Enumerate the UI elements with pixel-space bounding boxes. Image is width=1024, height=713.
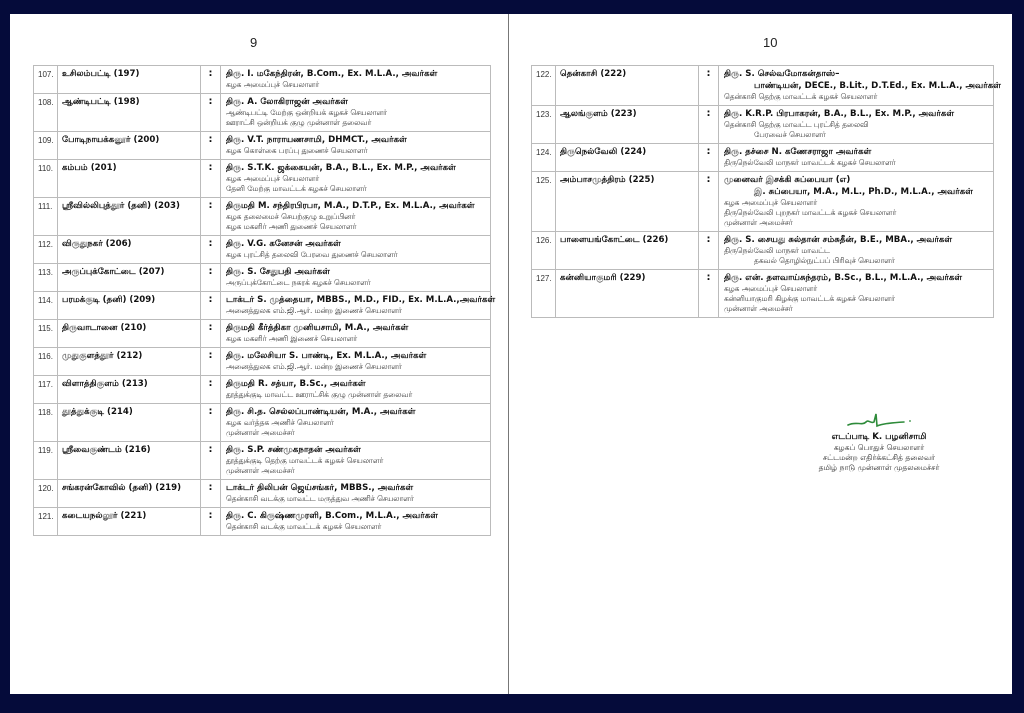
constituency-name: பாளையங்கோட்டை (226) bbox=[556, 232, 699, 270]
candidate-name: திருமதி R. சத்யா, B.Sc., அவர்கள் bbox=[226, 379, 366, 389]
constituency-name: திருநெல்வேலி (224) bbox=[556, 144, 699, 172]
constituency-name: கம்பம் (201) bbox=[58, 160, 201, 198]
serial-number: 108. bbox=[34, 94, 58, 132]
candidate-designation: முன்னாள் அமைச்சர் bbox=[226, 428, 295, 437]
signatory-title: தமிழ் நாடு முன்னாள் முதலமைச்சர் bbox=[818, 463, 940, 472]
table-row bbox=[34, 404, 491, 442]
candidate-name: திருமதி கீர்த்திகா முனியசாமி, M.A., அவர்கள் bbox=[226, 323, 409, 333]
constituency-name: முதுகுளத்தூர் (212) bbox=[58, 348, 201, 376]
separator-colon: : bbox=[201, 442, 221, 480]
constituency-name: பரமக்குடி (தனி) (209) bbox=[58, 292, 201, 320]
candidate-designation: கழக மகளிர் அணி துணைச் செயலாளர் bbox=[226, 222, 357, 231]
serial-number: 122. bbox=[532, 66, 556, 106]
candidate-info bbox=[221, 236, 491, 264]
separator-colon: : bbox=[201, 132, 221, 160]
serial-number: 110. bbox=[34, 160, 58, 198]
table-row bbox=[34, 376, 491, 404]
serial-number: 119. bbox=[34, 442, 58, 480]
separator-colon: : bbox=[699, 232, 719, 270]
constituency-name: ஆண்டிபட்டி (198) bbox=[58, 94, 201, 132]
candidate-name: திரு. S.T.K. ஜக்கையன், B.A., B.L., Ex. M.P., அவர்கள் bbox=[226, 163, 456, 173]
candidate-name: திரு. S. செல்வமோகன்தாஸ்– bbox=[724, 69, 840, 79]
candidate-designation: கழக அமைப்புச் செயலாளர் bbox=[226, 174, 320, 183]
candidate-designation: அருப்புக்கோட்டை நகரக் கழகச் செயலாளர் bbox=[226, 278, 371, 287]
candidate-designation: கழக அமைப்புச் செயலாளர் bbox=[724, 284, 818, 293]
serial-number: 121. bbox=[34, 508, 58, 536]
table-row bbox=[34, 320, 491, 348]
separator-colon: : bbox=[201, 236, 221, 264]
candidate-table bbox=[33, 65, 496, 536]
separator-colon: : bbox=[699, 144, 719, 172]
separator-colon: : bbox=[699, 66, 719, 106]
serial-number: 109. bbox=[34, 132, 58, 160]
candidate-designation: தென்காசி தெற்கு மாவட்டக் கழகச் செயலாளர் bbox=[724, 92, 878, 101]
candidate-designation: முன்னாள் அமைச்சர் bbox=[724, 218, 793, 227]
constituency-name: அருப்புக்கோட்டை (207) bbox=[58, 264, 201, 292]
document-spread bbox=[10, 14, 1012, 694]
candidate-name: திரு. S. சேதுபதி அவர்கள் bbox=[226, 267, 330, 277]
candidate-name: திரு. S.P. சண்முகநாதன் அவர்கள் bbox=[226, 445, 361, 455]
constituency-name: உசிலம்பட்டி (197) bbox=[58, 66, 201, 94]
candidate-name: திரு. A. லோகிராஜன் அவர்கள் bbox=[226, 97, 349, 107]
separator-colon: : bbox=[201, 198, 221, 236]
separator-colon: : bbox=[201, 348, 221, 376]
serial-number: 113. bbox=[34, 264, 58, 292]
candidate-designation: கழக தலைமைச் செயற்குழு உறுப்பினர் bbox=[226, 212, 356, 221]
candidate-designation: முன்னாள் அமைச்சர் bbox=[724, 304, 793, 313]
serial-number: 107. bbox=[34, 66, 58, 94]
candidate-name: திரு. I. மகேந்திரன், B.Com., Ex. M.L.A., அவர்கள் bbox=[226, 69, 438, 79]
candidate-info bbox=[221, 480, 491, 508]
candidate-designation: கழக கொள்கை பரப்பு துணைச் செயலாளர் bbox=[226, 146, 368, 155]
candidate-name: திரு. K.R.P. பிரபாகரன், B.A., B.L., Ex. M.P., அவர்கள் bbox=[724, 109, 955, 119]
candidate-name: பாண்டியன், DECE., B.Lit., D.T.Ed., Ex. M.L.A., அவர்கள் bbox=[754, 81, 1002, 91]
constituency-name: போடிநாயக்கனூர் (200) bbox=[58, 132, 201, 160]
candidate-info bbox=[221, 160, 491, 198]
candidate-info bbox=[221, 320, 491, 348]
candidate-designation: அனைத்துலக எம்.ஜி.ஆர். மன்ற இணைச் செயலாளர் bbox=[226, 362, 402, 371]
candidate-info bbox=[719, 172, 994, 232]
separator-colon: : bbox=[201, 480, 221, 508]
candidate-info bbox=[221, 404, 491, 442]
separator-colon: : bbox=[201, 264, 221, 292]
candidate-designation: தூத்துக்குடி மாவட்ட ஊராட்சிக் குழு முன்னாள் தலைவர் bbox=[226, 390, 413, 399]
candidate-name: இ. சுப்பையா, M.A., M.L., Ph.D., M.L.A., அவர்கள் bbox=[754, 187, 973, 197]
candidate-designation: தூத்துக்குடி தெற்கு மாவட்டக் கழகச் செயலாளர் bbox=[226, 456, 384, 465]
candidate-info bbox=[719, 106, 994, 144]
signatory-name: எடப்பாடி K. பழனிசாமி bbox=[831, 432, 927, 442]
candidate-designation: ஆண்டிபட்டி மேற்கு ஒன்றியக் கழகச் செயலாளர் bbox=[226, 108, 388, 117]
table-row bbox=[34, 66, 491, 94]
table-row bbox=[532, 232, 994, 270]
table-row bbox=[532, 106, 994, 144]
separator-colon: : bbox=[201, 376, 221, 404]
candidate-name: திரு. S. சையது சுல்தான் சம்சுதீன், B.E., MBA., அவர்கள் bbox=[724, 235, 953, 245]
candidate-name: திரு. என். தளவாய்சுந்தரம், B.Sc., B.L., M.L.A., அவர்கள் bbox=[724, 273, 963, 283]
separator-colon: : bbox=[699, 172, 719, 232]
candidate-designation: கழக அமைப்புச் செயலாளர் bbox=[724, 198, 818, 207]
separator-colon: : bbox=[201, 404, 221, 442]
candidate-info bbox=[221, 264, 491, 292]
table-row bbox=[34, 348, 491, 376]
candidate-designation: தென்காசி தெற்கு மாவட்ட புரட்சித் தலைவி bbox=[724, 120, 869, 129]
constituency-name: ஆலங்குளம் (223) bbox=[556, 106, 699, 144]
candidate-name: டாக்டர் S. முத்தையா, MBBS., M.D., FID., Ex. M.L.A.,அவர்கள் bbox=[226, 295, 496, 305]
candidate-designation: கழக அமைப்புச் செயலாளர் bbox=[226, 80, 320, 89]
candidate-designation: திருநெல்வேலி மாநகர் மாவட்டக் கழகச் செயலாளர் bbox=[724, 158, 896, 167]
separator-colon: : bbox=[201, 160, 221, 198]
table-row bbox=[34, 442, 491, 480]
constituency-name: தூத்துக்குடி (214) bbox=[58, 404, 201, 442]
candidate-info bbox=[221, 376, 491, 404]
serial-number: 117. bbox=[34, 376, 58, 404]
candidate-designation: ஊராட்சி ஒன்றியக் குழு முன்னாள் தலைவர் bbox=[226, 118, 372, 127]
table-row bbox=[34, 508, 491, 536]
candidate-info bbox=[221, 348, 491, 376]
candidate-info bbox=[221, 94, 491, 132]
candidate-info bbox=[719, 66, 1002, 106]
serial-number: 114. bbox=[34, 292, 58, 320]
table-row bbox=[34, 94, 491, 132]
serial-number: 120. bbox=[34, 480, 58, 508]
candidate-name: திரு. V.G. கனேசன் அவர்கள் bbox=[226, 239, 341, 249]
candidate-designation: தேனி மேற்கு மாவட்டக் கழகச் செயலாளர் bbox=[226, 184, 367, 193]
serial-number: 124. bbox=[532, 144, 556, 172]
constituency-name: விருதுநகர் (206) bbox=[58, 236, 201, 264]
table-row bbox=[34, 480, 491, 508]
candidate-info bbox=[221, 66, 491, 94]
separator-colon: : bbox=[699, 270, 719, 318]
signatory-title: கழகப் பொதுச் செயலாளர் bbox=[833, 443, 925, 452]
page-number: 9 bbox=[250, 35, 258, 50]
serial-number: 125. bbox=[532, 172, 556, 232]
candidate-info bbox=[221, 292, 496, 320]
table-row bbox=[34, 264, 491, 292]
serial-number: 118. bbox=[34, 404, 58, 442]
candidate-name: திரு. சி.த. செல்லப்பாண்டியன், M.A., அவர்கள் bbox=[226, 407, 416, 417]
candidate-designation: முன்னாள் அமைச்சர் bbox=[226, 466, 295, 475]
serial-number: 115. bbox=[34, 320, 58, 348]
candidate-name: திரு. C. கிருஷ்ணமுரளி, B.Com., M.L.A., அவர்கள் bbox=[226, 511, 439, 521]
candidate-designation: கன்னியாகுமரி கிழக்கு மாவட்டக் கழகச் செயலாளர் bbox=[724, 294, 895, 303]
serial-number: 127. bbox=[532, 270, 556, 318]
candidate-designation: தகவல் தொழில்நுட்பப் பிரிவுச் செயலாளர் bbox=[754, 256, 895, 265]
candidate-designation: அனைத்துலக எம்.ஜி.ஆர். மன்ற இணைச் செயலாளர் bbox=[226, 306, 402, 315]
table-row bbox=[532, 172, 994, 232]
candidate-info bbox=[719, 232, 994, 270]
constituency-name: கடையநல்லூர் (221) bbox=[58, 508, 201, 536]
candidate-info bbox=[221, 508, 491, 536]
constituency-name: திருவாடானை (210) bbox=[58, 320, 201, 348]
separator-colon: : bbox=[201, 94, 221, 132]
signature-scribble-icon bbox=[844, 412, 914, 430]
candidate-name: டாக்டர் திலிபன் ஜெய்சங்கர், MBBS., அவர்கள் bbox=[226, 483, 414, 493]
candidate-table bbox=[531, 65, 1002, 318]
candidate-designation: தென்காசி வடக்கு மாவட்ட மருத்துவ அணிச் செயலாளர் bbox=[226, 494, 414, 503]
constituency-name: அம்பாசமுத்திரம் (225) bbox=[556, 172, 699, 232]
candidate-designation: திருநெல்வேலி புறநகர் மாவட்டக் கழகச் செயலாளர் bbox=[724, 208, 897, 217]
candidate-designation: கழக வர்த்தக அணிச் செயலாளர் bbox=[226, 418, 334, 427]
table-row bbox=[532, 144, 994, 172]
signature-block bbox=[779, 412, 979, 473]
candidate-designation: தென்காசி வடக்கு மாவட்டக் கழகச் செயலாளர் bbox=[226, 522, 382, 531]
signatory-title: சட்டமன்ற எதிர்க்கட்சித் தலைவர் bbox=[822, 453, 936, 462]
table-row bbox=[532, 66, 994, 106]
candidate-name: திரு. மலேசியா S. பாண்டி, Ex. M.L.A., அவர்கள் bbox=[226, 351, 427, 361]
page-10 bbox=[509, 14, 1012, 694]
table-row bbox=[34, 292, 491, 320]
separator-colon: : bbox=[699, 106, 719, 144]
constituency-name: விளாத்திகுளம் (213) bbox=[58, 376, 201, 404]
serial-number: 112. bbox=[34, 236, 58, 264]
page-number: 10 bbox=[763, 35, 778, 50]
constituency-name: ஸ்ரீவில்லிபுத்தூர் (தனி) (203) bbox=[58, 198, 201, 236]
table-row bbox=[34, 160, 491, 198]
candidate-designation: பேரவைச் செயலாளர் bbox=[754, 130, 826, 139]
separator-colon: : bbox=[201, 292, 221, 320]
candidate-designation: திருநெல்வேலி மாநகர் மாவட்ட bbox=[724, 246, 830, 255]
table-row bbox=[34, 236, 491, 264]
constituency-name: ஸ்ரீவைகுண்டம் (216) bbox=[58, 442, 201, 480]
candidate-info bbox=[719, 144, 994, 172]
constituency-name: சங்கரன்கோவில் (தனி) (219) bbox=[58, 480, 201, 508]
constituency-name: கன்னியாகுமரி (229) bbox=[556, 270, 699, 318]
table-row bbox=[34, 198, 491, 236]
candidate-designation: கழக புரட்சித் தலைவி பேரவை துணைச் செயலாளர் bbox=[226, 250, 398, 259]
separator-colon: : bbox=[201, 66, 221, 94]
candidate-info bbox=[221, 198, 491, 236]
candidate-info bbox=[221, 132, 491, 160]
separator-colon: : bbox=[201, 508, 221, 536]
serial-number: 111. bbox=[34, 198, 58, 236]
page-fold-divider bbox=[508, 14, 509, 694]
serial-number: 126. bbox=[532, 232, 556, 270]
serial-number: 123. bbox=[532, 106, 556, 144]
candidate-info bbox=[719, 270, 994, 318]
candidate-info bbox=[221, 442, 491, 480]
table-row bbox=[34, 132, 491, 160]
serial-number: 116. bbox=[34, 348, 58, 376]
candidate-name: திருமதி M. சந்திரபிரபா, M.A., D.T.P., Ex. M.L.A., அவர்கள் bbox=[226, 201, 475, 211]
constituency-name: தென்காசி (222) bbox=[556, 66, 699, 106]
candidate-designation: கழக மகளிர் அணி இணைச் செயலாளர் bbox=[226, 334, 358, 343]
separator-colon: : bbox=[201, 320, 221, 348]
candidate-name: திரு. தச்சை N. கணேசராஜா அவர்கள் bbox=[724, 147, 872, 157]
candidate-name: திரு. V.T. நாராயணசாமி, DHMCT., அவர்கள் bbox=[226, 135, 407, 145]
table-row bbox=[532, 270, 994, 318]
candidate-name: முனைவர் இசக்கி சுப்பையா (எ) bbox=[724, 175, 851, 185]
page-9 bbox=[10, 14, 508, 694]
